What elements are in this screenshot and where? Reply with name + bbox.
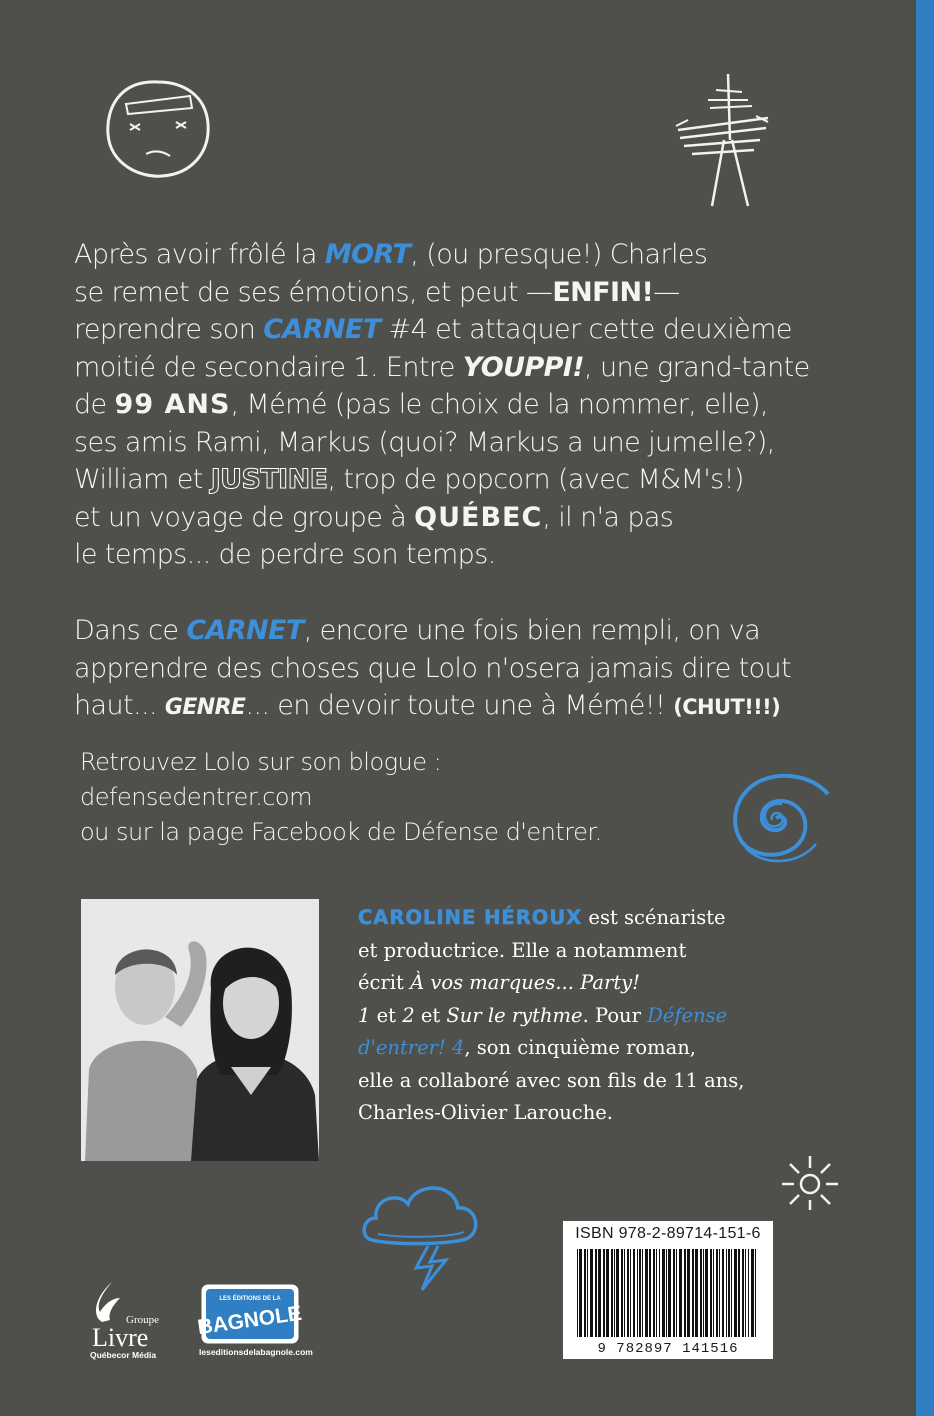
barcode-bar (656, 1249, 657, 1337)
bagnole-top-label: LES ÉDITIONS DE LA (219, 1296, 281, 1302)
blurb-line (74, 236, 814, 274)
book-title: 1 (358, 1003, 371, 1027)
spine-strip (916, 0, 934, 1416)
text: et un voyage de groupe à (74, 501, 415, 533)
text: moitié de secondaire 1. Entre (74, 351, 463, 383)
barcode-bar (703, 1249, 704, 1337)
barcode-bar (679, 1249, 682, 1337)
text: , son cinquième roman, (464, 1036, 697, 1059)
blog-info (80, 745, 602, 850)
emphasis-word: JUSTINE (210, 464, 328, 495)
bio-line (358, 1000, 778, 1033)
text: et (370, 1003, 403, 1027)
barcode-bars (577, 1249, 759, 1337)
bio-line: elle a collaboré avec son fils de 11 ans, (358, 1068, 745, 1092)
text: haut... (74, 690, 165, 721)
barcode-bar (579, 1249, 582, 1337)
barcode-bar (627, 1249, 629, 1337)
barcode-bar (642, 1249, 643, 1337)
storm-cloud-doodle-icon (358, 1168, 486, 1294)
barcode-bar (645, 1249, 648, 1337)
barcode (563, 1221, 773, 1359)
text: , il n'a pas (542, 501, 674, 533)
blurb-line (74, 311, 814, 349)
author-photo (81, 899, 319, 1161)
barcode-bar (692, 1249, 694, 1337)
text: #4 et attaquer cette deuxième (380, 314, 792, 345)
emphasis-word: MORT (324, 239, 411, 270)
bio-line (358, 967, 778, 1000)
barcode-bar (755, 1249, 756, 1337)
emphasis-word: ENFIN! (552, 276, 654, 308)
bagnole-url: leseditionsdelabagnole.com (199, 1347, 313, 1357)
tower-doodle-icon (668, 70, 778, 210)
text: de (74, 389, 115, 420)
blurb-line (74, 274, 814, 312)
blurb-line (74, 687, 814, 727)
emphasis-word: 99 ANS (114, 389, 231, 420)
barcode-bar (745, 1249, 746, 1337)
emphasis-word: QUÉBEC (414, 501, 543, 533)
text: , encore une fois bien rempli, on va (303, 615, 761, 646)
groupe-label: Groupe (126, 1314, 159, 1326)
barcode-bar (751, 1249, 754, 1337)
text: , (ou presque!) Charles (410, 239, 708, 270)
bio-line (358, 1032, 778, 1065)
blurb-line: ses amis Rami, Markus (quoi? Markus a une jumelle?), (74, 426, 775, 458)
barcode-bar (713, 1249, 714, 1337)
barcode-bar (668, 1249, 671, 1337)
text: , Mémé (pas le choix de la nommer, elle), (230, 389, 768, 420)
groupe-livre-logo (72, 1278, 172, 1368)
blurb-paragraph-2 (74, 612, 814, 727)
barcode-bar (611, 1249, 613, 1337)
barcode-bar (716, 1249, 718, 1337)
barcode-bar (633, 1249, 635, 1337)
barcode-bar (738, 1249, 740, 1337)
book-title: d'entrer! 4 (358, 1036, 465, 1059)
text: — (653, 276, 680, 308)
book-title: À vos marques... Party! (410, 971, 641, 994)
text: Dans ce (74, 615, 187, 646)
barcode-bar (700, 1249, 702, 1337)
isbn-label: ISBN 978-2-89714-151-6 (575, 1225, 761, 1242)
barcode-bar (616, 1249, 619, 1337)
bagnole-main-label: BAGNOLE (196, 1301, 304, 1340)
emphasis-word: (CHUT!!!) (673, 695, 781, 719)
text: , une grand-tante (583, 351, 810, 383)
barcode-bar (606, 1249, 609, 1337)
text: est scénariste (582, 906, 726, 929)
barcode-bar (598, 1249, 601, 1337)
barcode-bar (649, 1249, 651, 1337)
emphasis-word: YOUPPI! (462, 351, 584, 383)
blurb-line (74, 386, 814, 424)
text: , trop de popcorn (avec M&M's!) (327, 464, 744, 495)
barcode-bar (603, 1249, 605, 1337)
barcode-bar (731, 1249, 732, 1337)
book-title: Défense (647, 1003, 728, 1027)
sad-face-doodle-icon (100, 78, 216, 182)
emphasis-word: CARNET (186, 615, 304, 646)
text: reprendre son (74, 314, 264, 345)
barcode-bar (684, 1249, 686, 1337)
author-photo-image (81, 899, 319, 1161)
barcode-bar (639, 1249, 641, 1337)
barcode-bar (722, 1249, 724, 1337)
spiral-doodle-icon (712, 758, 840, 878)
barcode-bar (662, 1249, 665, 1337)
barcode-bar (659, 1249, 660, 1337)
blurb-line (74, 349, 814, 387)
book-title: Sur le rythme (446, 1003, 583, 1027)
barcode-bar (726, 1249, 727, 1337)
barcode-bar (614, 1249, 615, 1337)
barcode-bar (637, 1249, 638, 1337)
barcode-bar (673, 1249, 675, 1337)
barcode-bar (653, 1249, 655, 1337)
barcode-bar (621, 1249, 623, 1337)
barcode-bar (728, 1249, 730, 1337)
author-name: CAROLINE HÉROUX (358, 906, 583, 929)
barcode-bar (666, 1249, 667, 1337)
bio-line: et productrice. Elle a notamment (358, 938, 687, 962)
blurb-line: apprendre des choses que Lolo n'osera jamais dire tout (74, 652, 791, 684)
barcode-bar (624, 1249, 625, 1337)
barcode-bar (577, 1249, 578, 1337)
barcode-bar (587, 1249, 588, 1337)
barcode-bar (742, 1249, 744, 1337)
blog-line: Retrouvez Lolo sur son blogue : (80, 748, 442, 776)
barcode-bar (719, 1249, 720, 1337)
blurb-line: le temps... de perdre son temps. (74, 539, 496, 570)
barcode-digits: 9 782897 141516 (597, 1341, 739, 1357)
barcode-bar (695, 1249, 698, 1337)
barcode-bar (705, 1249, 708, 1337)
sun-doodle-icon (778, 1152, 842, 1212)
blurb-line (74, 461, 814, 499)
blog-line: ou sur la page Facebook de Défense d'entrer. (80, 818, 602, 846)
text: William et (74, 464, 211, 495)
barcode-bar (734, 1249, 737, 1337)
blog-url: defensedentrer.com (80, 783, 312, 811)
blurb-line (74, 499, 814, 537)
blurb-line (74, 612, 814, 650)
barcode-bar (676, 1249, 677, 1337)
emphasis-word: CARNET (263, 314, 381, 345)
text: Après avoir frôlé la (74, 239, 325, 270)
barcode-bar (590, 1249, 593, 1337)
barcode-bar (584, 1249, 586, 1337)
barcode-bar (630, 1249, 631, 1337)
text: . Pour (582, 1003, 648, 1027)
barcode-bar (710, 1249, 712, 1337)
livre-label: Livre (92, 1323, 149, 1352)
bio-line (358, 902, 778, 935)
text: écrit (358, 971, 411, 994)
author-bio (358, 902, 778, 1130)
barcode-bar (748, 1249, 749, 1337)
text: ... en devoir toute une à Mémé!! (245, 690, 674, 721)
book-title: 2 (402, 1003, 415, 1027)
text: se remet de ses émotions, et peut — (74, 276, 553, 308)
barcode-bar (595, 1249, 597, 1337)
emphasis-word: GENRE (164, 695, 246, 720)
barcode-bar (687, 1249, 690, 1337)
blurb-paragraph-1 (74, 236, 814, 574)
bio-line: Charles-Olivier Larouche. (358, 1101, 613, 1124)
quebecor-label: Québecor Média (90, 1350, 157, 1360)
text: et (414, 1003, 447, 1027)
